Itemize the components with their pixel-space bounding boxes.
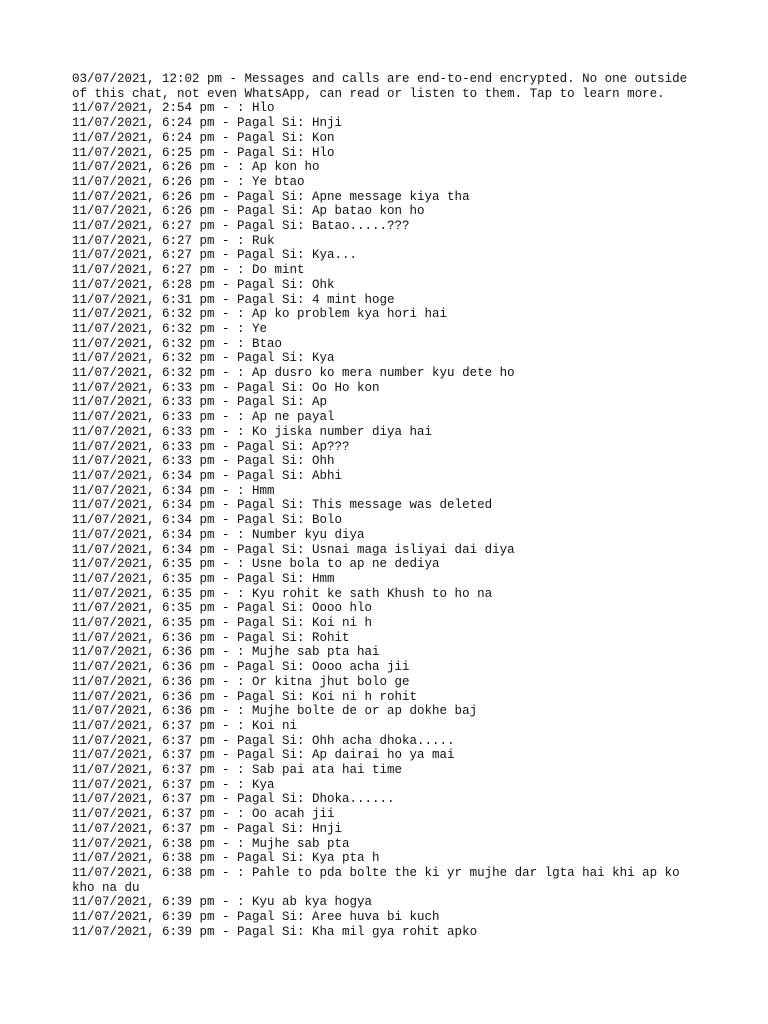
chat-line: 11/07/2021, 6:38 pm - : Mujhe sab pta [72,836,350,851]
chat-line: 11/07/2021, 6:36 pm - Pagal Si: Rohit [72,630,350,645]
chat-line: 11/07/2021, 6:39 pm - Pagal Si: Aree huva bi kuch [72,910,440,925]
chat-line: 11/07/2021, 6:25 pm - Pagal Si: Hlo [72,145,335,160]
chat-line: 11/07/2021, 6:34 pm - Pagal Si: This message was deleted [72,498,493,513]
chat-line: 11/07/2021, 6:37 pm - Pagal Si: Ohh acha dhoka..... [72,733,455,748]
chat-line: 11/07/2021, 6:27 pm - Pagal Si: Kya... [72,248,358,263]
chat-line: 11/07/2021, 6:37 pm - : Kya [72,777,275,792]
chat-line: 11/07/2021, 6:27 pm - : Do mint [72,263,305,278]
chat-line: 11/07/2021, 6:26 pm - : Ap kon ho [72,160,320,175]
chat-line: 11/07/2021, 6:38 pm - Pagal Si: Kya pta h [72,851,380,866]
chat-line: 11/07/2021, 2:54 pm - : Hlo [72,101,275,116]
chat-line: 11/07/2021, 6:37 pm - : Oo acah jii [72,807,335,822]
chat-line: 11/07/2021, 6:36 pm - : Or kitna jhut bolo ge [72,674,410,689]
chat-line: 11/07/2021, 6:34 pm - Pagal Si: Usnai maga isliyai dai diya [72,542,515,557]
chat-line: 11/07/2021, 6:26 pm - Pagal Si: Ap batao kon ho [72,204,425,219]
chat-line: 11/07/2021, 6:37 pm - Pagal Si: Ap dairai ho ya mai [72,748,455,763]
chat-line: 11/07/2021, 6:32 pm - : Ye [72,321,268,336]
chat-line: 11/07/2021, 6:32 pm - : Btao [72,336,283,351]
chat-line: 11/07/2021, 6:24 pm - Pagal Si: Hnji [72,116,343,131]
chat-line: 11/07/2021, 6:33 pm - : Ap ne payal [72,410,335,425]
chat-line: 11/07/2021, 6:36 pm - Pagal Si: Koi ni h rohit [72,689,418,704]
chat-line: 11/07/2021, 6:34 pm - Pagal Si: Abhi [72,468,343,483]
chat-transcript [72,72,702,939]
chat-line: 11/07/2021, 6:32 pm - Pagal Si: Kya [72,351,335,366]
chat-line: 11/07/2021, 6:32 pm - : Ap dusro ko mera number kyu dete ho [72,366,515,381]
chat-line: 11/07/2021, 6:39 pm - : Kyu ab kya hogya [72,895,373,910]
chat-line: 11/07/2021, 6:38 pm - : Pahle to pda bolte the ki yr mujhe dar lgta hai khi ap ko kho na du [72,865,688,895]
chat-line: 11/07/2021, 6:34 pm - : Hmm [72,483,275,498]
chat-line: 11/07/2021, 6:34 pm - : Number kyu diya [72,527,365,542]
chat-line: 11/07/2021, 6:36 pm - : Mujhe bolte de or ap dokhe baj [72,704,478,719]
chat-line: 11/07/2021, 6:24 pm - Pagal Si: Kon [72,130,335,145]
chat-line: 11/07/2021, 6:26 pm - Pagal Si: Apne message kiya tha [72,189,470,204]
chat-line: 11/07/2021, 6:31 pm - Pagal Si: 4 mint hoge [72,292,395,307]
chat-line: 11/07/2021, 6:35 pm - Pagal Si: Hmm [72,571,335,586]
chat-line: 11/07/2021, 6:36 pm - Pagal Si: Oooo acha jii [72,660,410,675]
chat-line: 11/07/2021, 6:33 pm - Pagal Si: Ap [72,395,328,410]
chat-line: 11/07/2021, 6:37 pm - Pagal Si: Dhoka...... [72,792,395,807]
chat-line: 11/07/2021, 6:27 pm - : Ruk [72,233,275,248]
chat-line: 11/07/2021, 6:39 pm - Pagal Si: Kha mil gya rohit apko [72,924,478,939]
chat-line: 11/07/2021, 6:33 pm - Pagal Si: Oo Ho kon [72,380,380,395]
chat-line: 11/07/2021, 6:33 pm - Pagal Si: Ohh [72,454,335,469]
chat-line: 11/07/2021, 6:28 pm - Pagal Si: Ohk [72,277,335,292]
chat-line: 11/07/2021, 6:36 pm - : Mujhe sab pta hai [72,645,380,660]
chat-line: 11/07/2021, 6:37 pm - : Koi ni [72,718,298,733]
chat-line: 11/07/2021, 6:35 pm - Pagal Si: Koi ni h [72,616,373,631]
chat-line: 11/07/2021, 6:37 pm - : Sab pai ata hai time [72,763,403,778]
chat-line: 11/07/2021, 6:34 pm - Pagal Si: Bolo [72,513,343,528]
chat-line: 11/07/2021, 6:32 pm - : Ap ko problem kya hori hai [72,307,448,322]
chat-line: 11/07/2021, 6:35 pm - Pagal Si: Oooo hlo [72,601,373,616]
chat-line: 11/07/2021, 6:27 pm - Pagal Si: Batao.....??? [72,219,410,234]
chat-line: 11/07/2021, 6:37 pm - Pagal Si: Hnji [72,821,343,836]
chat-line: 11/07/2021, 6:26 pm - : Ye btao [72,174,305,189]
chat-line: 11/07/2021, 6:33 pm - : Ko jiska number diya hai [72,424,433,439]
encryption-notice: 03/07/2021, 12:02 pm - Messages and calls are end-to-end encrypted. No one outside of this chat, not even WhatsApp, can read or listen to them. Tap to learn more. [72,72,695,101]
chat-line: 11/07/2021, 6:35 pm - : Kyu rohit ke sath Khush to ho na [72,586,493,601]
chat-line: 11/07/2021, 6:35 pm - : Usne bola to ap ne dediya [72,557,440,572]
chat-line: 11/07/2021, 6:33 pm - Pagal Si: Ap??? [72,439,350,454]
